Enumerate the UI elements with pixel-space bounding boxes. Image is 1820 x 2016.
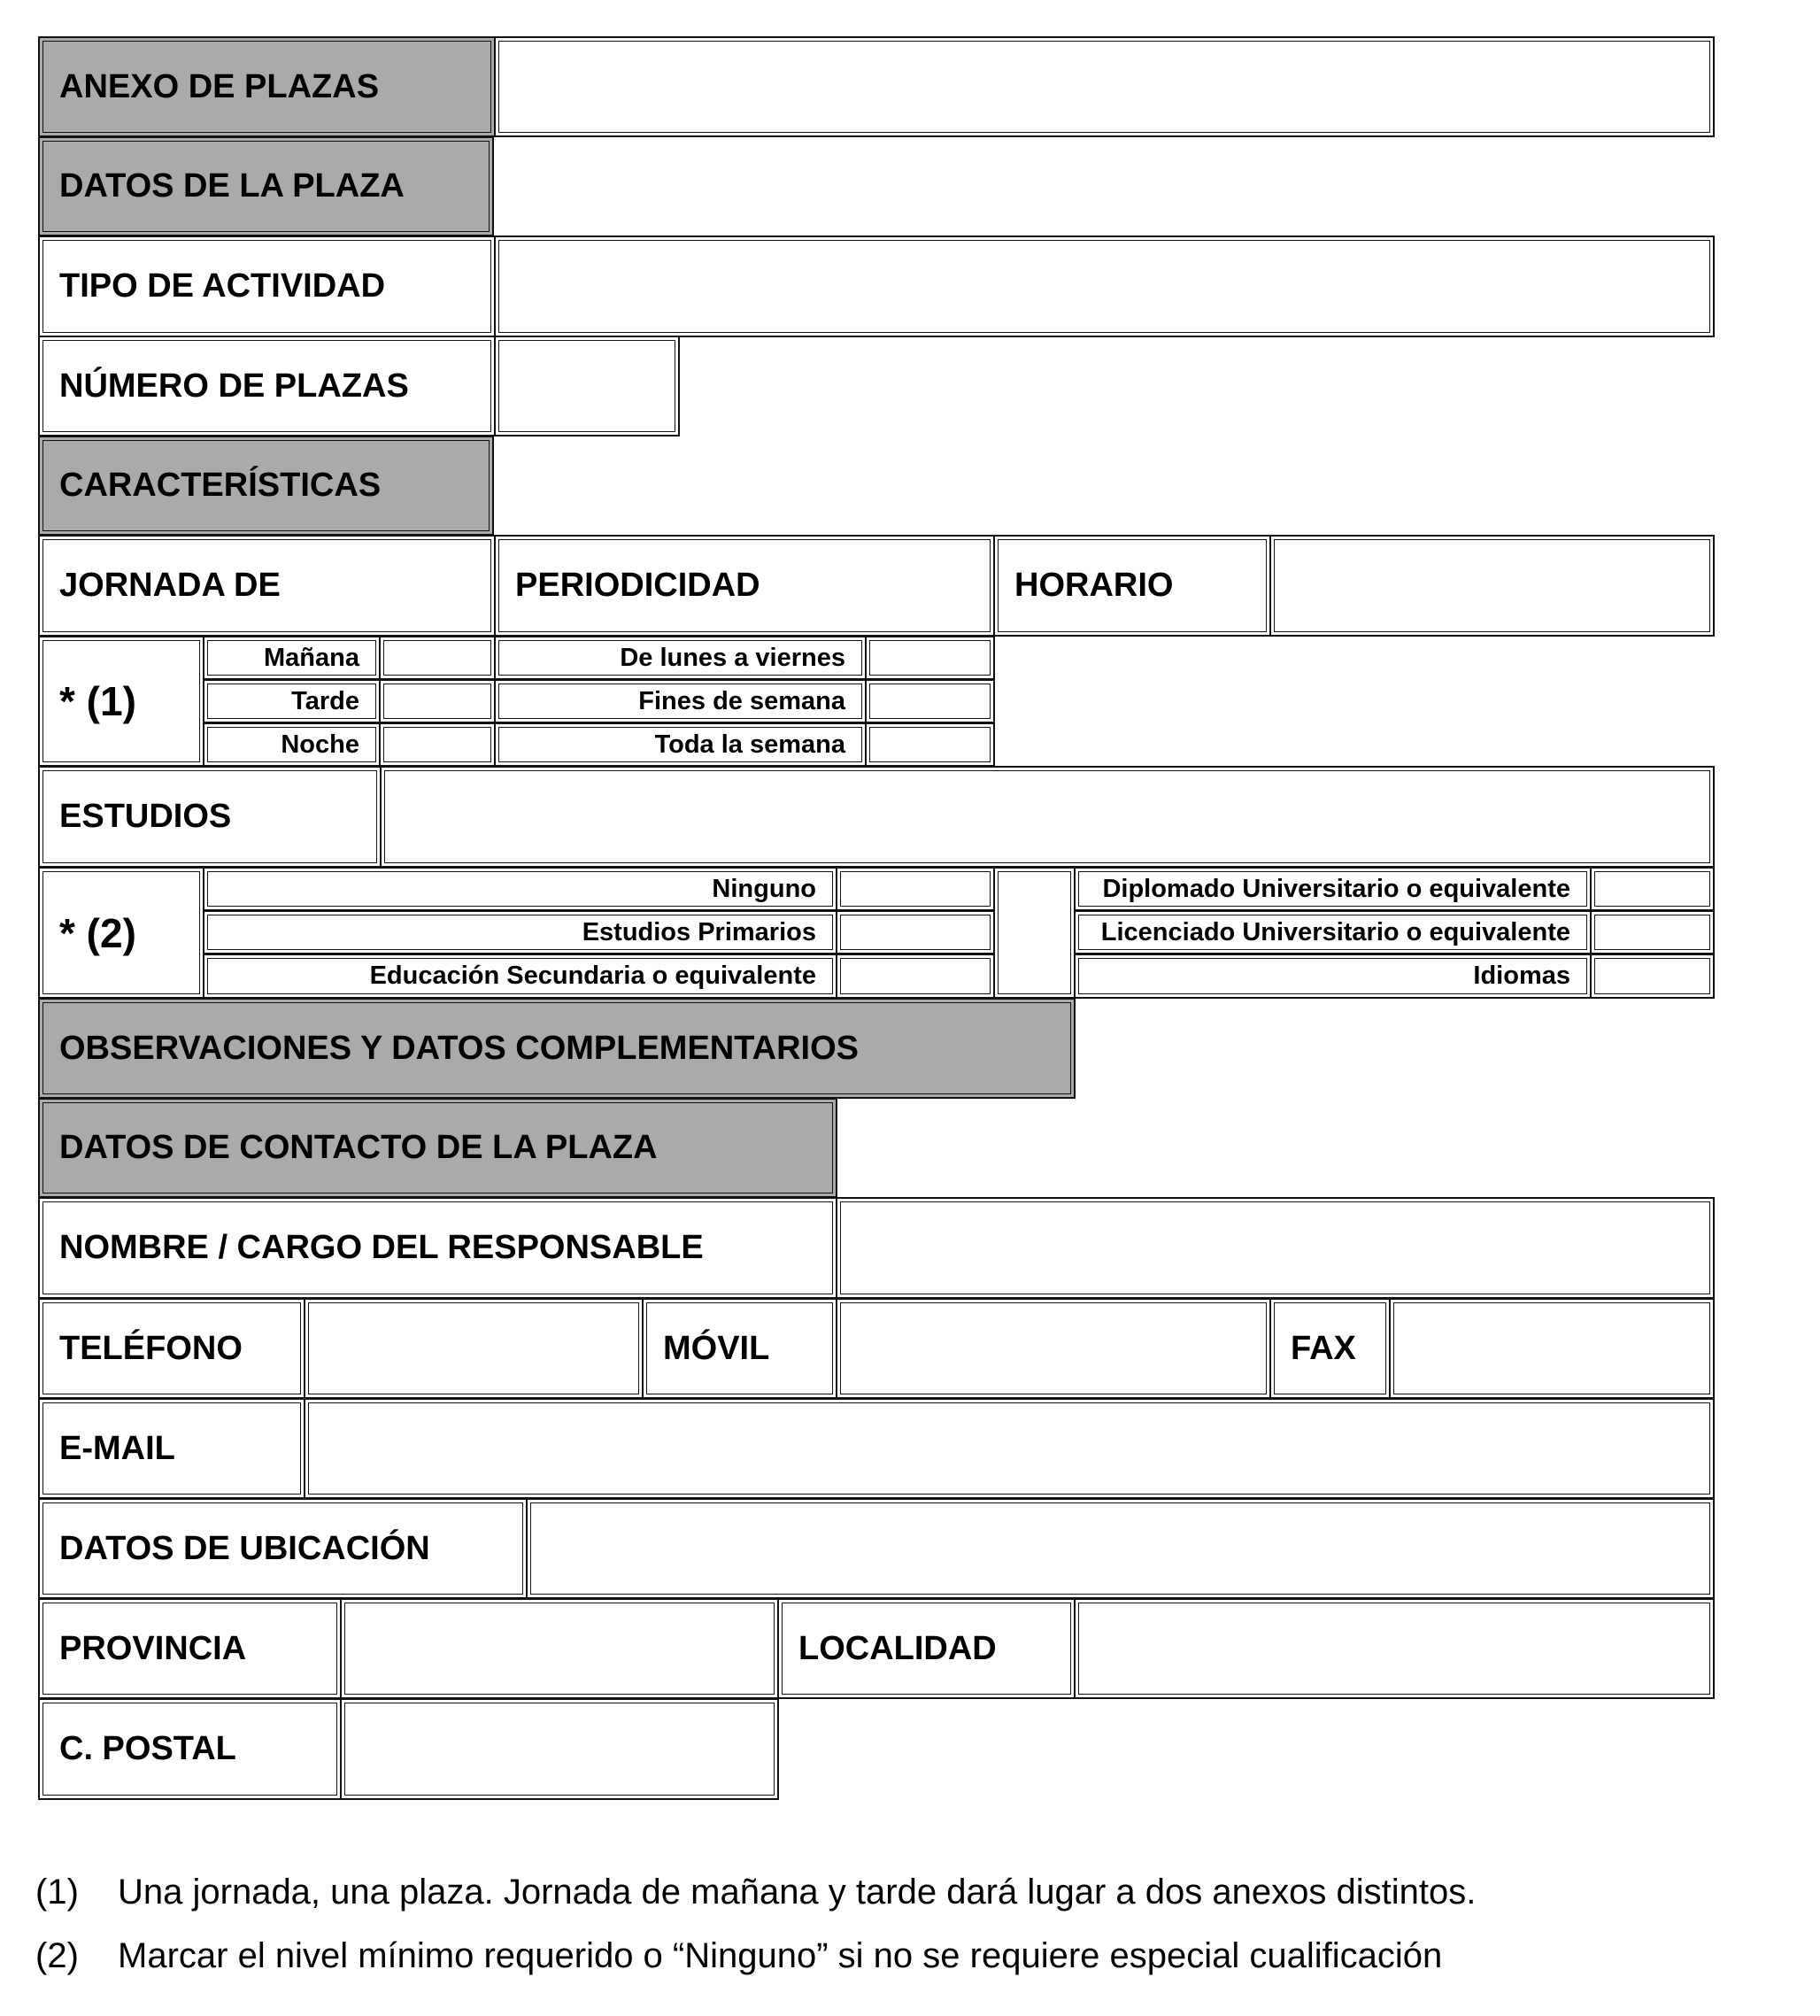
estudios-option-label: Idiomas — [1074, 954, 1592, 999]
footnote-1 — [35, 1873, 1476, 1912]
jornada-option-label: Tarde — [203, 679, 381, 723]
telefono-input[interactable] — [304, 1298, 644, 1399]
email-label: E-MAIL — [38, 1398, 305, 1499]
estudios-primarios-checkbox[interactable] — [836, 910, 995, 954]
ubicacion-input[interactable] — [526, 1498, 1715, 1599]
periodicidad-lunes-viernes-checkbox[interactable] — [865, 636, 995, 680]
responsable-label: NOMBRE / CARGO DEL RESPONSABLE — [38, 1197, 837, 1299]
provincia-label: PROVINCIA — [38, 1598, 342, 1699]
periodicidad-fines-semana-checkbox[interactable] — [865, 679, 995, 723]
jornada-option-label: Mañana — [203, 636, 381, 680]
caracteristicas-heading: CARACTERÍSTICAS — [38, 436, 494, 536]
estudios-idiomas-checkbox[interactable] — [1590, 954, 1715, 999]
periodicidad-label: PERIODICIDAD — [494, 535, 995, 637]
footnote-text: Marcar el nivel mínimo requerido o “Ninguno” si no se requiere especial cualificación — [118, 1936, 1443, 1975]
footnote-text: Una jornada, una plaza. Jornada de mañana y tarde dará lugar a dos anexos distintos. — [118, 1873, 1477, 1912]
estudios-option-label: Diplomado Universitario o equivalente — [1074, 867, 1592, 911]
estudios-label: ESTUDIOS — [38, 766, 382, 868]
ref-2-label: * (2) — [38, 867, 204, 999]
periodicidad-toda-semana-checkbox[interactable] — [865, 722, 995, 767]
jornada-option-label: Noche — [203, 722, 381, 767]
observaciones-heading: OBSERVACIONES Y DATOS COMPLEMENTARIOS — [38, 998, 1076, 1099]
periodicidad-option-label: Toda la semana — [494, 722, 867, 767]
datos-plaza-heading: DATOS DE LA PLAZA — [38, 136, 494, 236]
jornada-noche-checkbox[interactable] — [379, 722, 496, 767]
movil-label: MÓVIL — [642, 1298, 837, 1399]
jornada-manana-checkbox[interactable] — [379, 636, 496, 680]
localidad-label: LOCALIDAD — [777, 1598, 1076, 1699]
estudios-option-label: Estudios Primarios — [203, 910, 837, 954]
periodicidad-option-label: De lunes a viernes — [494, 636, 867, 680]
numero-plazas-input[interactable] — [494, 336, 680, 436]
numero-plazas-label: NÚMERO DE PLAZAS — [38, 336, 496, 436]
horario-label: HORARIO — [993, 535, 1271, 637]
footnote-number: (2) — [35, 1936, 79, 1975]
tipo-actividad-label: TIPO DE ACTIVIDAD — [38, 236, 496, 337]
contacto-heading: DATOS DE CONTACTO DE LA PLAZA — [38, 1098, 837, 1198]
tipo-actividad-input[interactable] — [494, 236, 1715, 337]
ref-1-label: * (1) — [38, 636, 204, 767]
movil-input[interactable] — [836, 1298, 1271, 1399]
email-input[interactable] — [304, 1398, 1715, 1499]
estudios-spacer — [993, 867, 1076, 999]
jornada-tarde-checkbox[interactable] — [379, 679, 496, 723]
estudios-licenciado-checkbox[interactable] — [1590, 910, 1715, 954]
horario-input[interactable] — [1269, 535, 1715, 637]
provincia-input[interactable] — [340, 1598, 779, 1699]
periodicidad-option-label: Fines de semana — [494, 679, 867, 723]
estudios-diplomado-checkbox[interactable] — [1590, 867, 1715, 911]
footnote-2 — [35, 1936, 1442, 1976]
estudios-secundaria-checkbox[interactable] — [836, 954, 995, 999]
estudios-option-label: Educación Secundaria o equivalente — [203, 954, 837, 999]
jornada-label: JORNADA DE — [38, 535, 496, 637]
postal-label: C. POSTAL — [38, 1698, 342, 1800]
responsable-input[interactable] — [836, 1197, 1715, 1299]
postal-input[interactable] — [340, 1698, 779, 1800]
estudios-ninguno-checkbox[interactable] — [836, 867, 995, 911]
anexo-input[interactable] — [494, 36, 1715, 137]
estudios-input[interactable] — [380, 766, 1715, 868]
fax-label: FAX — [1269, 1298, 1391, 1399]
estudios-option-label: Ninguno — [203, 867, 837, 911]
estudios-option-label: Licenciado Universitario o equivalente — [1074, 910, 1592, 954]
telefono-label: TELÉFONO — [38, 1298, 305, 1399]
localidad-input[interactable] — [1074, 1598, 1715, 1699]
footnote-number: (1) — [35, 1873, 79, 1912]
ubicacion-label: DATOS DE UBICACIÓN — [38, 1498, 528, 1599]
fax-input[interactable] — [1389, 1298, 1715, 1399]
anexo-label: ANEXO DE PLAZAS — [38, 36, 496, 137]
